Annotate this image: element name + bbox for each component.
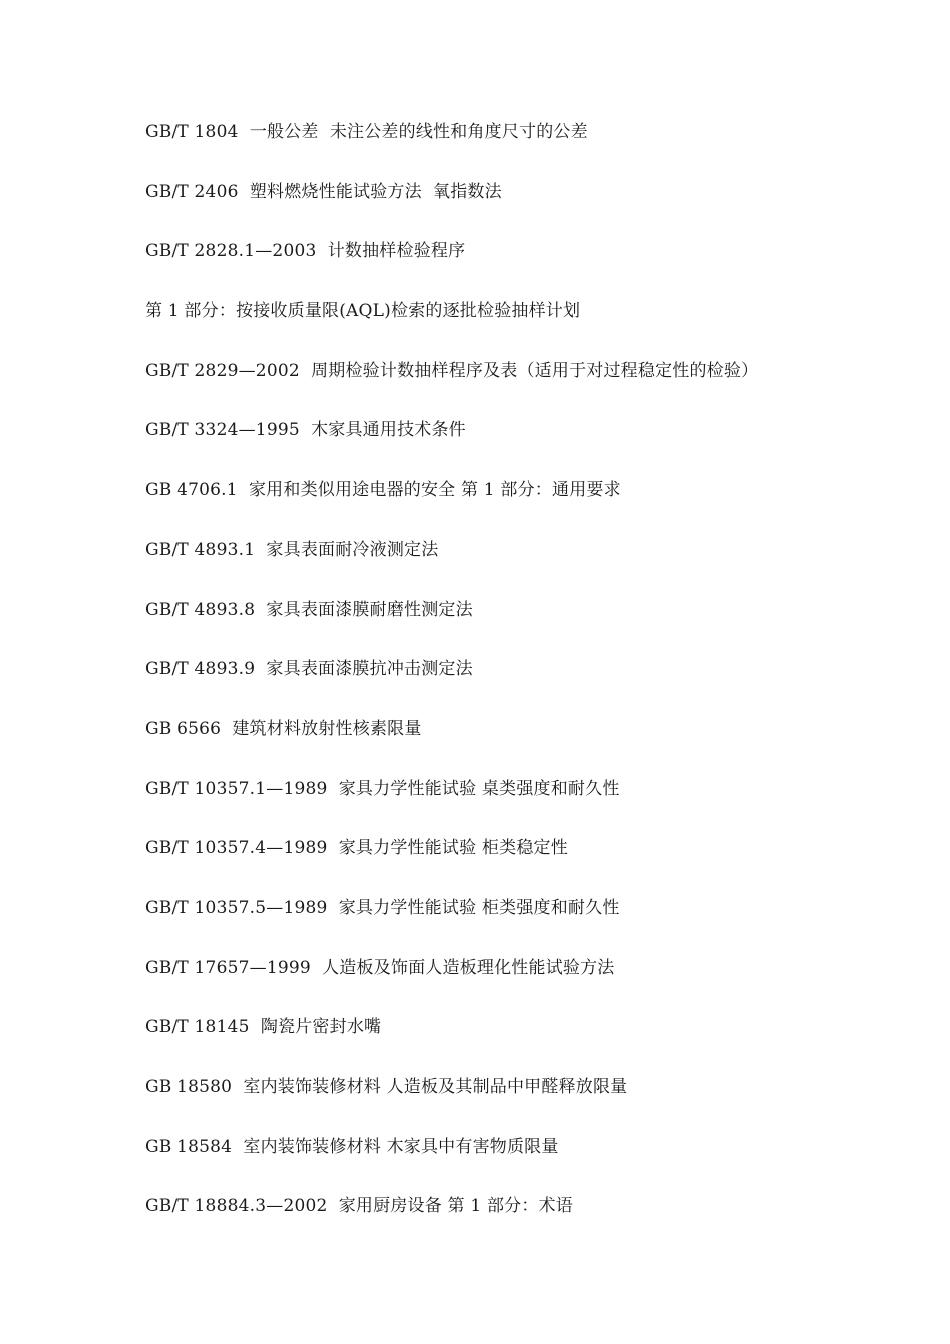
reference-item: GB/T 2406 塑料燃烧性能试验方法 氧指数法 [145,181,502,202]
reference-item: GB/T 4893.1 家具表面耐冷液测定法 [145,539,439,560]
reference-item: GB/T 3324—1995 木家具通用技术条件 [145,420,466,441]
reference-item: GB/T 4893.9 家具表面漆膜抗冲击测定法 [145,659,473,680]
reference-item: GB/T 2828.1—2003 计数抽样检验程序 [145,241,466,262]
reference-item: GB/T 18884.3—2002 家用厨房设备 第 1 部分：术语 [145,1196,573,1217]
reference-item: GB 18584 室内装饰装修材料 木家具中有害物质限量 [145,1136,559,1157]
reference-item: GB/T 2829—2002 周期检验计数抽样程序及表（适用于对过程稳定性的检验） [145,360,759,381]
reference-item: GB 4706.1 家用和类似用途电器的安全 第 1 部分：通用要求 [145,480,621,501]
reference-item: GB/T 10357.4—1989 家具力学性能试验 柜类稳定性 [145,838,568,859]
reference-item: GB/T 17657—1999 人造板及饰面人造板理化性能试验方法 [145,957,615,978]
normative-references-list [145,118,905,1252]
reference-item: GB/T 4893.8 家具表面漆膜耐磨性测定法 [145,599,473,620]
reference-item: GB 6566 建筑材料放射性核素限量 [145,718,422,739]
reference-item: GB/T 1804 一般公差 未注公差的线性和角度尺寸的公差 [145,122,588,142]
reference-item: GB/T 10357.5—1989 家具力学性能试验 柜类强度和耐久性 [145,897,620,918]
reference-item: GB/T 18145 陶瓷片密封水嘴 [145,1017,382,1038]
reference-item: 第 1 部分：按接收质量限(AQL)检索的逐批检验抽样计划 [145,301,581,322]
reference-item: GB 18580 室内装饰装修材料 人造板及其制品中甲醛释放限量 [145,1077,628,1097]
reference-item: GB/T 10357.1—1989 家具力学性能试验 桌类强度和耐久性 [145,778,620,799]
